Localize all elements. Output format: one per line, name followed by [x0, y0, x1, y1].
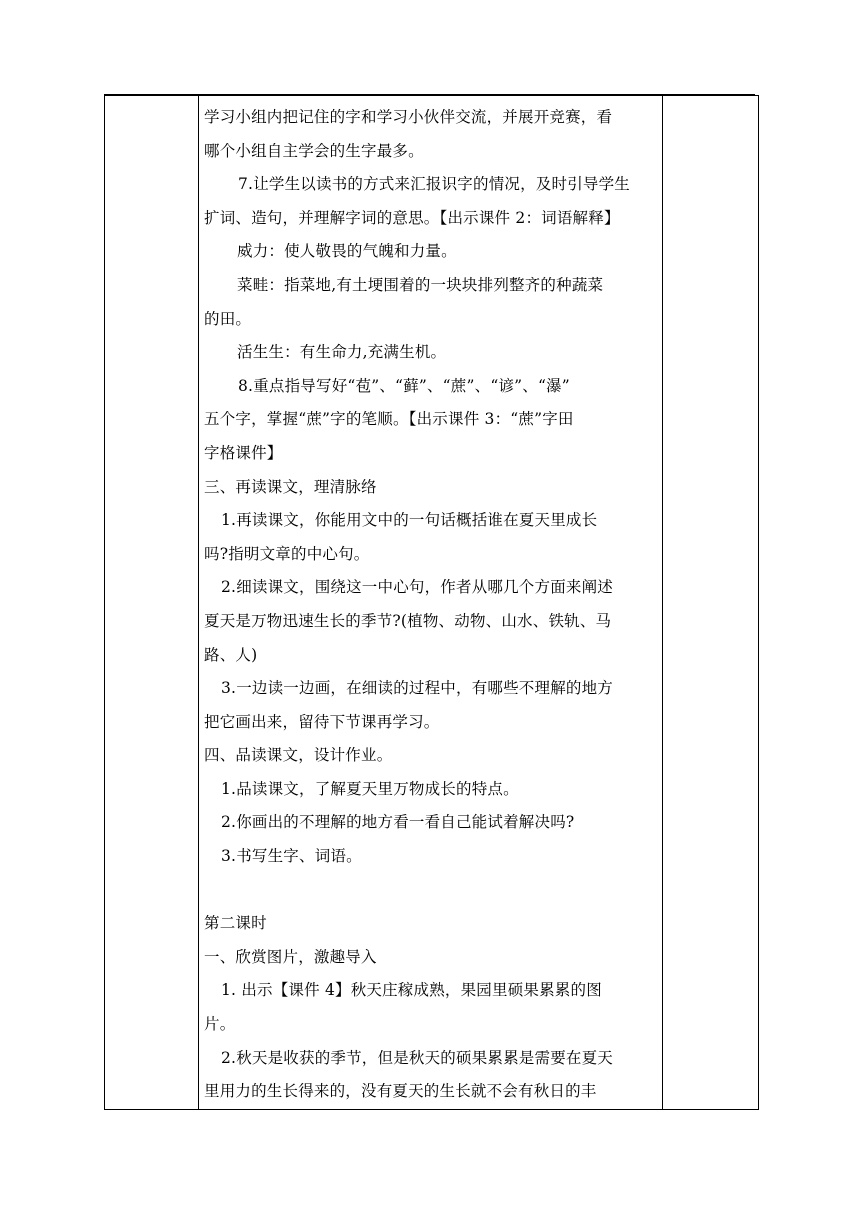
- text-line: 2.秋天是收获的季节，但是秋天的硕果累累是需要在夏天: [221, 1048, 613, 1067]
- text-line: 7.让学生以读书的方式来汇报识字的情况，及时引导学生: [238, 175, 630, 194]
- text-line: 五个字，掌握“蔗”字的笔顺。【出示课件 3：“蔗”字田: [204, 410, 574, 429]
- content-cell: [199, 96, 663, 1110]
- text-line: 片。: [204, 1015, 236, 1034]
- text-line: 夏天是万物迅速生长的季节?(植物、动物、山水、铁轨、马: [204, 611, 612, 630]
- text-line: 1. 出示【课件 4】秋天庄稼成熟，果园里硕果累累的图: [221, 981, 602, 1000]
- section-heading: 四、品读课文，设计作业。: [204, 746, 393, 765]
- text-line: 吗?指明文章的中心句。: [204, 544, 370, 563]
- text-line: 2.细读课文，围绕这一中心句，作者从哪几个方面来阐述: [221, 578, 613, 597]
- text-line: 1.再读课文，你能用文中的一句话概括谁在夏天里成长: [221, 511, 598, 530]
- text-line: 威力：使人敬畏的气魄和力量。: [237, 242, 457, 261]
- text-line: 3.一边读一边画，在细读的过程中，有哪些不理解的地方: [221, 679, 613, 698]
- text-line: 把它画出来，留待下节课再学习。: [204, 712, 440, 731]
- lesson-text: [199, 96, 662, 1109]
- blank-line: [204, 874, 658, 908]
- section-heading: 三、再读课文，理清脉络: [204, 477, 377, 496]
- text-line: 的田。: [204, 309, 252, 328]
- text-line: 路、人): [204, 645, 258, 664]
- text-line: 活生生：有生命力,充满生机。: [237, 343, 447, 362]
- lesson-plan-table: [104, 95, 759, 1110]
- left-cell: [105, 96, 199, 1110]
- text-line: 8.重点指导写好“苞”、“藓”、“蔗”、“谚”、“瀑”: [238, 376, 570, 395]
- text-line: 菜畦：指菜地,有土埂围着的一块块排列整齐的种蔬菜: [237, 275, 604, 294]
- text-line: 里用力的生长得来的，没有夏天的生长就不会有秋日的丰: [204, 1082, 597, 1101]
- section-heading: 一、欣赏图片，激趣导入: [204, 947, 377, 966]
- text-line: 扩词、造句，并理解字词的意思。【出示课件 2：词语解释】: [204, 208, 620, 227]
- right-cell: [663, 96, 759, 1110]
- text-line: 3.书写生字、词语。: [221, 847, 362, 866]
- text-line: 字格课件】: [204, 443, 283, 462]
- table-row: [105, 96, 759, 1110]
- text-line: 学习小组内把记住的字和学习小伙伴交流，并展开竞赛，看: [204, 108, 613, 126]
- lesson-period-heading: 第二课时: [204, 914, 267, 933]
- text-line: 2.你画出的不理解的地方看一看自己能试着解决吗?: [221, 813, 575, 832]
- text-line: 1.品读课文，了解夏天里万物成长的特点。: [221, 779, 519, 798]
- text-line: 哪个小组自主学会的生字最多。: [204, 141, 424, 160]
